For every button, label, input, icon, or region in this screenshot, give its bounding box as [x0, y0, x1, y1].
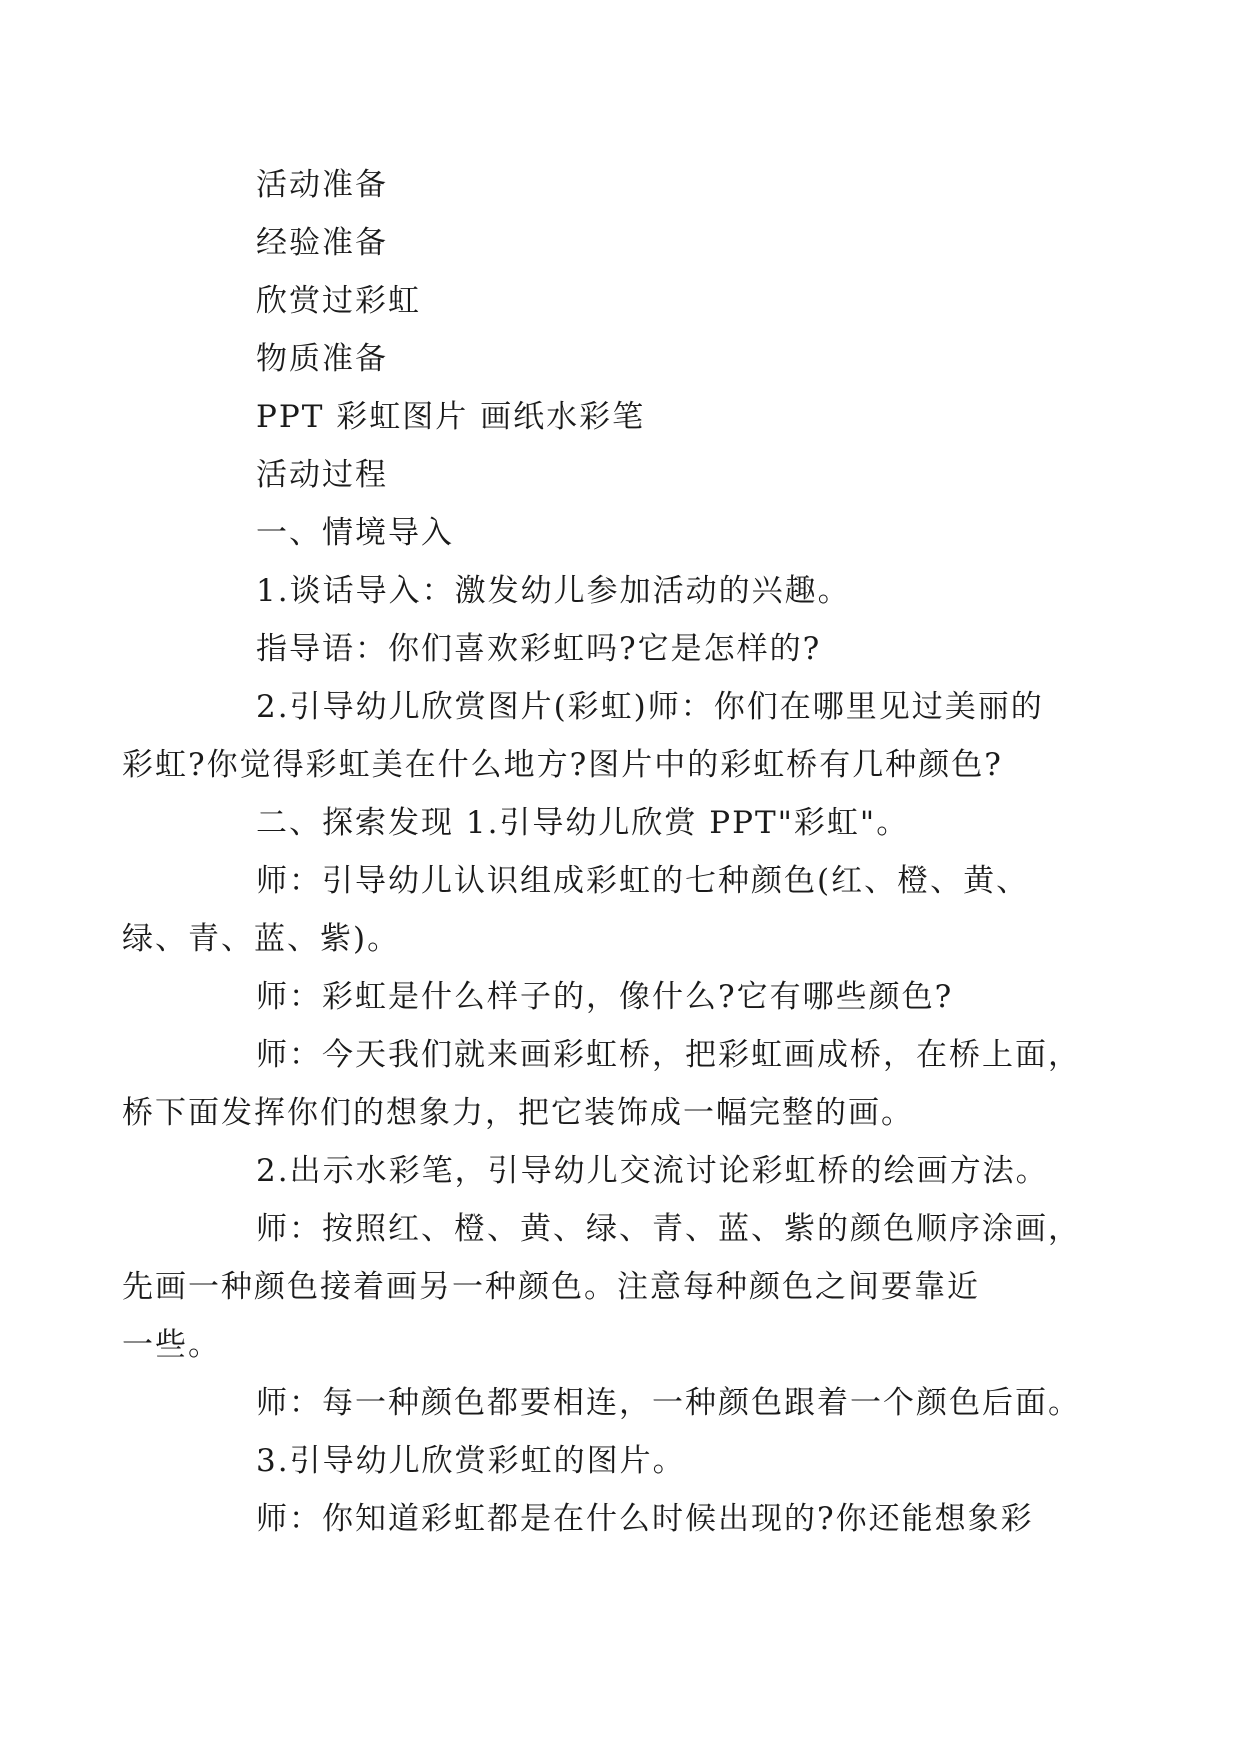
text-line: 师：今天我们就来画彩虹桥，把彩虹画成桥，在桥上面， — [256, 1037, 1081, 1073]
text-line: 2.出示水彩笔，引导幼儿交流讨论彩虹桥的绘画方法。 — [256, 1153, 1049, 1189]
text-line: PPT 彩虹图片 画纸水彩笔 — [256, 399, 646, 435]
paragraph — [122, 678, 1069, 794]
text-line: 师：彩虹是什么样子的，像什么?它有哪些颜色? — [256, 979, 954, 1015]
text-line: 桥下面发挥你们的想象力，把它装饰成一幅完整的画。 — [122, 1095, 914, 1131]
text-line: 2.引导幼儿欣赏图片(彩虹)师：你们在哪里见过美丽的 — [256, 689, 1044, 725]
text-line: 经验准备 — [256, 225, 388, 261]
text-line: 绿、青、蓝、紫)。 — [122, 921, 401, 957]
text-line: 欣赏过彩虹 — [256, 283, 421, 319]
paragraph — [122, 852, 1069, 968]
paragraph — [122, 1026, 1081, 1142]
paragraph — [189, 1490, 1069, 1548]
paragraph — [189, 1142, 1069, 1200]
text-line: 师：引导幼儿认识组成彩虹的七种颜色(红、橙、黄、 — [256, 863, 1030, 899]
document-body — [122, 156, 1081, 1548]
text-line: 先画一种颜色接着画另一种颜色。注意每种颜色之间要靠近 — [122, 1269, 980, 1305]
text-line: 师：按照红、橙、黄、绿、青、蓝、紫的颜色顺序涂画， — [256, 1211, 1081, 1247]
paragraph — [189, 1374, 1081, 1432]
text-line: 活动过程 — [256, 457, 388, 493]
paragraph — [189, 272, 1069, 330]
text-line: 师：每一种颜色都要相连，一种颜色跟着一个颜色后面。 — [256, 1385, 1081, 1421]
text-line: 物质准备 — [256, 341, 388, 377]
paragraph — [189, 156, 1069, 214]
paragraph — [189, 1432, 1069, 1490]
paragraph — [189, 446, 1069, 504]
paragraph — [122, 1200, 1081, 1374]
text-line: 活动准备 — [256, 167, 388, 203]
paragraph — [189, 214, 1069, 272]
text-line: 二、探索发现 1.引导幼儿欣赏 PPT"彩虹"。 — [256, 805, 910, 841]
paragraph — [189, 794, 1069, 852]
text-line: 彩虹?你觉得彩虹美在什么地方?图片中的彩虹桥有几种颜色? — [122, 747, 1003, 783]
text-line: 一、情境导入 — [256, 515, 454, 551]
text-line: 3.引导幼儿欣赏彩虹的图片。 — [256, 1443, 686, 1479]
text-line: 1.谈话导入：激发幼儿参加活动的兴趣。 — [256, 573, 851, 609]
text-line: 一些。 — [122, 1327, 221, 1363]
paragraph — [189, 388, 1069, 446]
paragraph — [189, 562, 1069, 620]
text-line: 指导语：你们喜欢彩虹吗?它是怎样的? — [256, 631, 822, 667]
paragraph — [189, 620, 1069, 678]
paragraph — [189, 330, 1069, 388]
paragraph — [189, 504, 1069, 562]
paragraph — [189, 968, 1069, 1026]
text-line: 师：你知道彩虹都是在什么时候出现的?你还能想象彩 — [256, 1501, 1034, 1537]
